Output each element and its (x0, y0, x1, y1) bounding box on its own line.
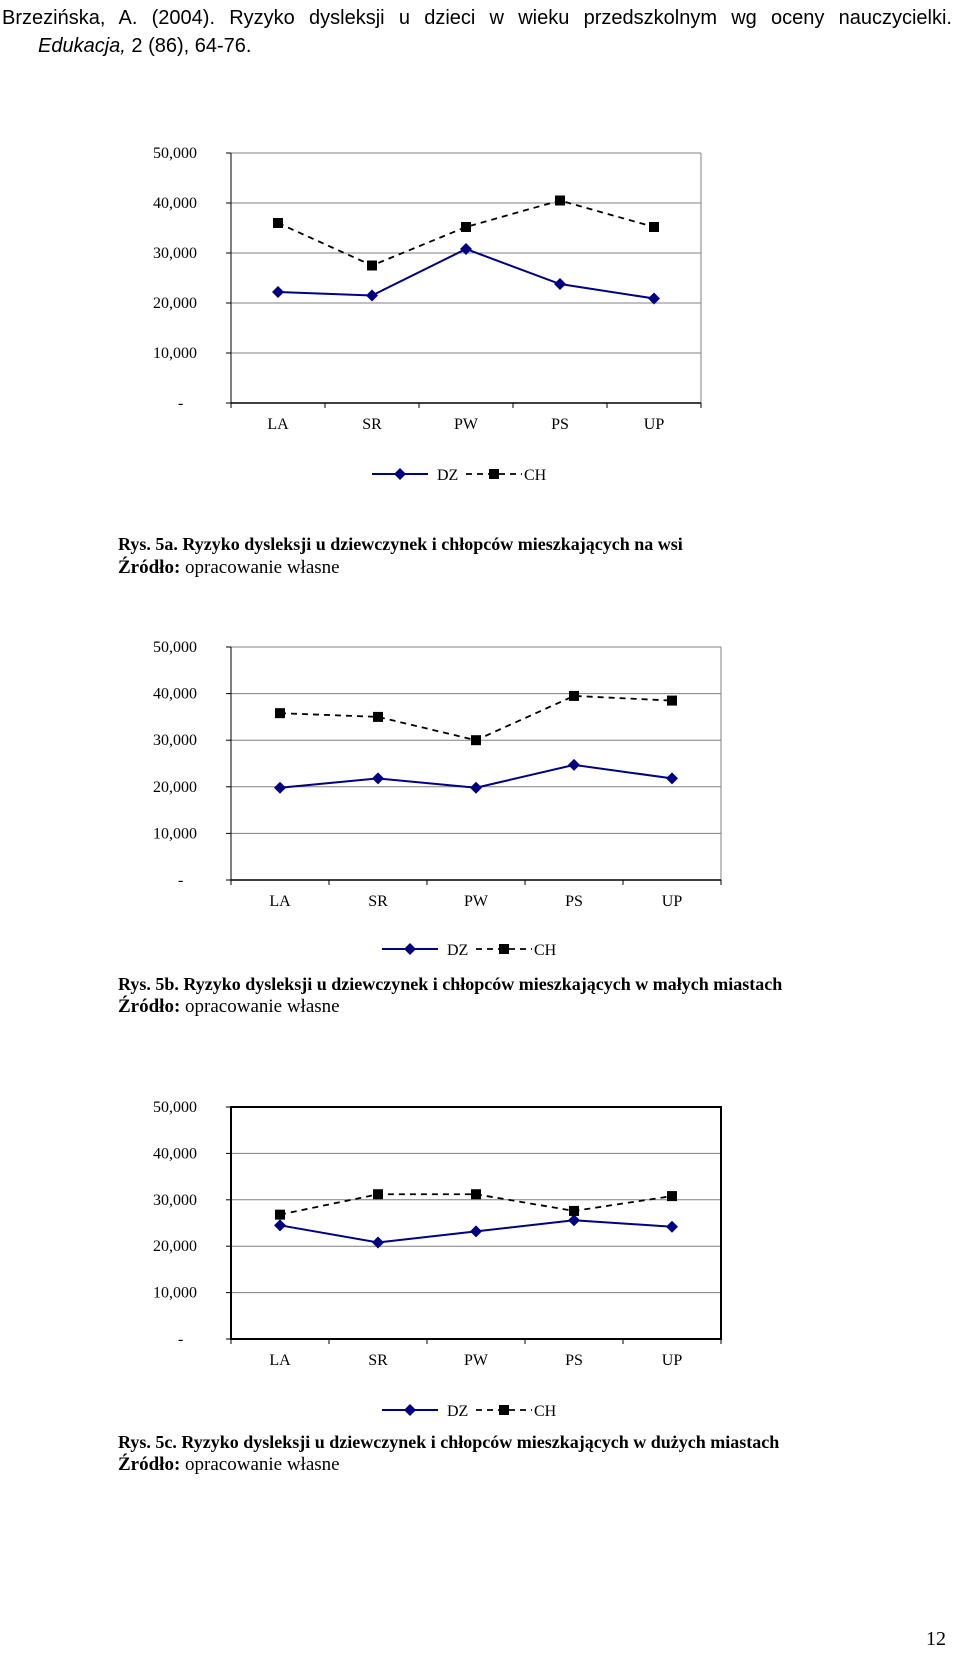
source-5b (118, 996, 340, 1018)
series-line-dz (278, 249, 654, 299)
source-5c (118, 1454, 340, 1476)
chart-5b (0, 600, 960, 970)
data-point-ch (555, 196, 565, 206)
source-5a (118, 557, 340, 579)
x-tick-label: PS (565, 893, 583, 910)
legend-marker-ch (499, 1405, 509, 1415)
x-tick-label: LA (267, 416, 289, 433)
y-tick-label: 40,000 (153, 195, 197, 212)
series-line-ch (280, 696, 672, 740)
x-tick-label: LA (269, 893, 291, 910)
y-tick-label: - (178, 395, 184, 412)
data-point-ch (461, 222, 471, 232)
source-5b-text: opracowanie własne (180, 996, 340, 1017)
journal-details: 2 (86), 64-76. (125, 35, 252, 57)
legend-label-ch: CH (534, 942, 557, 959)
x-tick-label: LA (269, 1352, 291, 1369)
page-number: 12 (926, 1628, 946, 1650)
caption-5a (118, 533, 683, 555)
y-tick-label: 30,000 (153, 1191, 197, 1209)
x-tick-label: PS (565, 1352, 583, 1369)
data-point-dz (272, 286, 284, 298)
y-tick-label: 30,000 (153, 732, 197, 750)
data-point-ch (471, 735, 481, 745)
source-5b-label: Źródło: (118, 996, 181, 1017)
reference-line-1: Brzezińska, A. (2004). Ryzyko dysleksji u dzieci w wieku przedszkolnym wg oceny nauczycielki. (2, 7, 952, 29)
caption-5a-text: Ryzyko dysleksji u dziewczynek i chłopców mieszkających na wsi (177, 534, 683, 554)
x-tick-label: UP (661, 1352, 683, 1369)
source-5a-text: opracowanie własne (180, 557, 340, 578)
y-tick-label: 10,000 (153, 825, 197, 843)
data-point-ch (569, 1206, 579, 1216)
data-point-ch (367, 261, 377, 271)
data-point-dz (666, 1221, 678, 1233)
data-point-ch (373, 712, 383, 722)
series-line-ch (278, 201, 654, 266)
legend-label-dz: DZ (437, 467, 459, 484)
y-tick-label: 20,000 (153, 778, 197, 796)
y-tick-label: 20,000 (153, 1238, 197, 1256)
data-point-ch (667, 696, 677, 706)
data-point-dz (666, 772, 678, 784)
data-point-dz (274, 782, 286, 794)
data-point-dz (274, 1219, 286, 1231)
data-point-ch (373, 1189, 383, 1199)
data-point-ch (275, 1210, 285, 1220)
source-5c-text: opracowanie własne (180, 1454, 340, 1475)
legend-marker-dz (394, 468, 406, 480)
caption-5c-text: Ryzyko dysleksji u dziewczynek i chłopców mieszkających w dużych miastach (176, 1432, 780, 1452)
x-tick-label: PW (464, 1352, 488, 1369)
x-tick-label: SR (368, 1352, 388, 1369)
y-tick-label: 10,000 (153, 1284, 197, 1302)
journal-name: Edukacja, (38, 35, 126, 57)
legend-label-ch: CH (524, 467, 547, 484)
data-point-dz (554, 278, 566, 290)
y-tick-label: 40,000 (153, 685, 197, 703)
data-point-dz (366, 290, 378, 302)
x-tick-label: PW (454, 416, 478, 433)
data-point-dz (568, 1214, 580, 1226)
y-tick-label: 50,000 (153, 639, 197, 656)
data-point-ch (667, 1191, 677, 1201)
caption-5c (118, 1431, 779, 1453)
caption-5a-label: Rys. 5a. (118, 534, 178, 554)
data-point-dz (470, 782, 482, 794)
plot-frame (231, 1107, 721, 1339)
chart-5c (0, 1070, 960, 1440)
data-point-ch (275, 708, 285, 718)
bibliographic-reference (2, 4, 952, 60)
data-point-dz (568, 759, 580, 771)
data-point-ch (649, 222, 659, 232)
source-5c-label: Źródło: (118, 1454, 181, 1475)
legend-label-dz: DZ (447, 1403, 469, 1420)
x-tick-label: PS (551, 416, 569, 433)
x-tick-label: UP (661, 893, 683, 910)
legend-marker-dz (404, 1404, 416, 1416)
data-point-ch (273, 218, 283, 228)
y-tick-label: 20,000 (153, 295, 197, 312)
data-point-dz (372, 772, 384, 784)
x-tick-label: SR (362, 416, 382, 433)
x-tick-label: UP (643, 416, 665, 433)
caption-5b (118, 973, 782, 995)
legend-marker-ch (499, 944, 509, 954)
y-tick-label: 10,000 (153, 345, 197, 362)
caption-5c-label: Rys. 5c. (118, 1432, 177, 1452)
caption-5b-label: Rys. 5b. (118, 974, 179, 994)
data-point-ch (471, 1189, 481, 1199)
data-point-ch (569, 691, 579, 701)
legend-marker-ch (489, 469, 499, 479)
y-tick-label: 50,000 (153, 1099, 197, 1116)
legend-marker-dz (404, 943, 416, 955)
y-tick-label: 40,000 (153, 1145, 197, 1163)
caption-5b-text: Ryzyko dysleksji u dziewczynek i chłopców mieszkających w małych miastach (178, 974, 783, 994)
y-tick-label: - (178, 872, 184, 889)
source-5a-label: Źródło: (118, 557, 181, 578)
y-tick-label: - (178, 1331, 184, 1348)
reference-line-2 (2, 32, 952, 60)
x-tick-label: SR (368, 893, 388, 910)
y-tick-label: 30,000 (153, 245, 197, 262)
x-tick-label: PW (464, 893, 488, 910)
data-point-dz (470, 1225, 482, 1237)
legend-label-ch: CH (534, 1403, 557, 1420)
y-tick-label: 50,000 (153, 145, 197, 162)
legend-label-dz: DZ (447, 942, 469, 959)
